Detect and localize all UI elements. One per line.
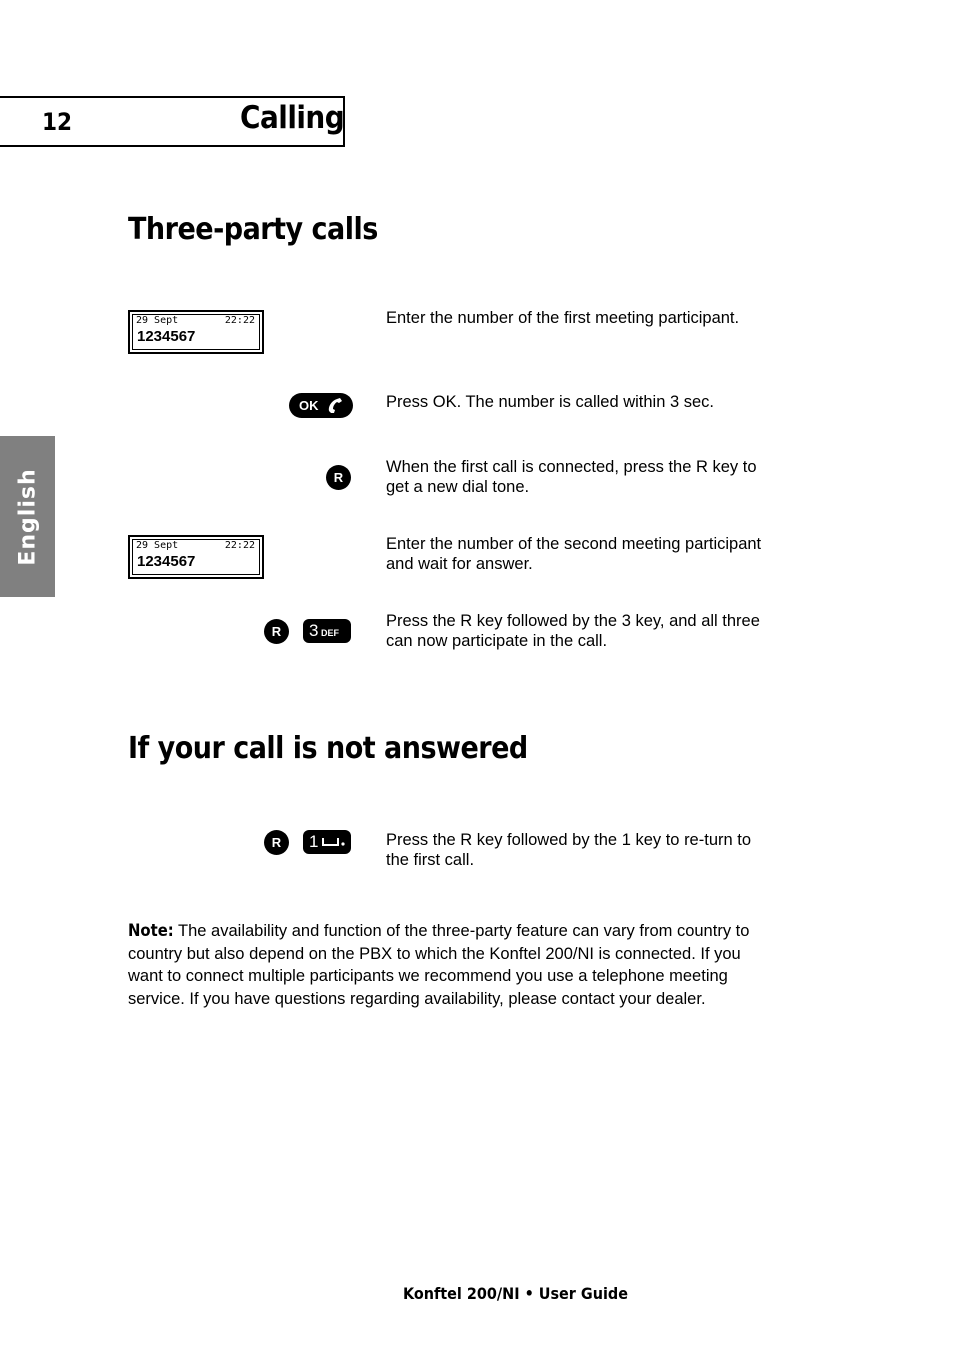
step-text: When the first call is connected, press the R key to get a new dial tone.	[386, 458, 757, 496]
step-text: Press the R key followed by the 3 key, and all three can now participate in the call.	[386, 612, 760, 650]
three-key-letters: DEF	[321, 628, 339, 638]
section-heading-three-party: Three-party calls	[128, 212, 378, 247]
handset-icon	[325, 396, 345, 415]
step-text: Press OK. The number is called within 3 sec.	[386, 393, 715, 411]
note-label: Note:	[128, 921, 174, 940]
one-key-digit: 1	[309, 832, 319, 851]
phone-display	[128, 310, 264, 354]
step-text: Enter the number of the second meeting participant and wait for answer.	[386, 535, 762, 573]
ok-key-label: OK	[299, 398, 319, 413]
step-text: Enter the number of the first meeting participant.	[386, 309, 740, 327]
display-number: 1234567	[137, 553, 196, 570]
chapter-title: Calling	[240, 100, 345, 136]
footer-text: Konftel 200/NI • User Guide	[403, 1284, 628, 1303]
step-text: Press the R key followed by the 1 key to re-turn to the first call.	[386, 831, 752, 869]
language-tab	[0, 436, 55, 597]
r-key: R	[264, 619, 289, 644]
r-key: R	[264, 830, 289, 855]
one-key	[303, 830, 351, 854]
ok-key	[289, 393, 353, 418]
space-icon	[321, 834, 347, 848]
page-number: 12	[42, 108, 73, 136]
three-key-digit: 3	[309, 621, 319, 640]
note-paragraph	[128, 920, 768, 1011]
section-heading-not-answered: If your call is not answered	[128, 731, 528, 766]
display-date: 29 Sept	[136, 540, 179, 551]
display-time: 22:22	[224, 540, 255, 551]
display-date: 29 Sept	[136, 315, 179, 326]
language-tab-label: English	[15, 467, 40, 566]
display-number: 1234567	[137, 328, 196, 345]
note-text: The availability and function of the three-party feature can vary from country to country but also depend on the PBX to which the Konftel 200/NI is connected. If you want to connect multiple participants we recommend you use a telephone meeting service. If you have questions regarding availability, please contact your dealer.	[128, 922, 750, 1009]
three-key	[303, 619, 351, 643]
r-key: R	[326, 465, 351, 490]
phone-display	[128, 535, 264, 579]
display-time: 22:22	[224, 315, 255, 326]
